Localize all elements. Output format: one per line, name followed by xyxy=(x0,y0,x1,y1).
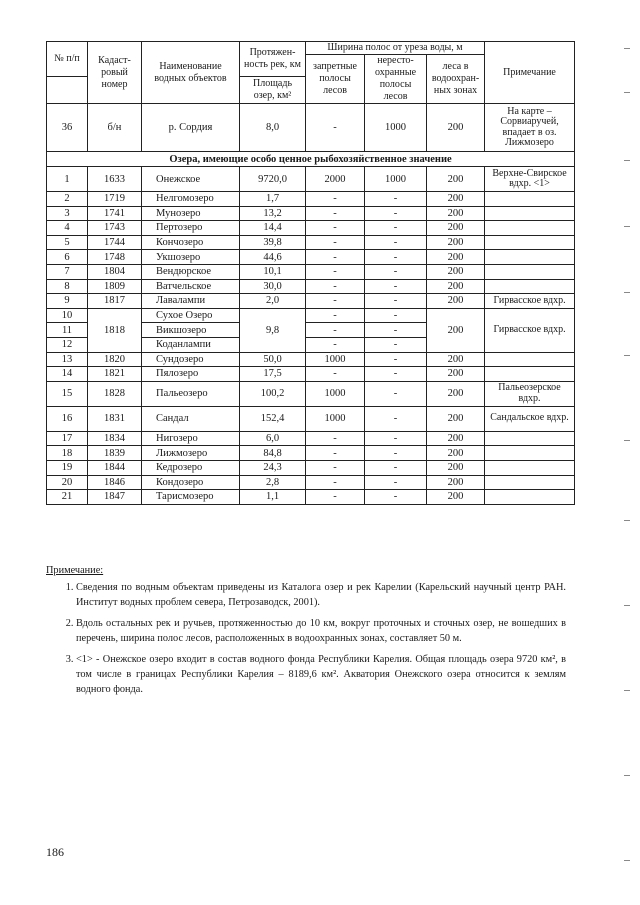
cell-cadastral: 1809 xyxy=(88,279,142,294)
cell-note xyxy=(485,235,575,250)
cell-size: 2,0 xyxy=(240,294,306,309)
cell-cadastral: 1821 xyxy=(88,367,142,382)
cell-name: Укшозеро xyxy=(142,250,240,265)
cell-spawning: - xyxy=(365,381,427,406)
cell-note xyxy=(485,192,575,207)
cell-cadastral: 1839 xyxy=(88,446,142,461)
cell-name: Тарисмозеро xyxy=(142,490,240,505)
table-row xyxy=(47,264,575,279)
cell-forbidden: - xyxy=(306,490,365,505)
cell-spawning: - xyxy=(365,490,427,505)
cell-forbidden: - xyxy=(306,367,365,382)
table-row xyxy=(47,431,575,446)
cell-num: 5 xyxy=(47,235,88,250)
cell-water-zone: 200 xyxy=(427,381,485,406)
footnotes xyxy=(46,563,566,703)
table-header xyxy=(47,42,575,104)
header-forbidden: запретные полосы лесов xyxy=(306,55,365,104)
cell-name: Сандал xyxy=(142,406,240,431)
cell-num: 9 xyxy=(47,294,88,309)
margin-mark xyxy=(624,226,630,227)
cell-num: 18 xyxy=(47,446,88,461)
footnotes-list xyxy=(46,580,566,697)
cell-forbidden: - xyxy=(306,221,365,236)
cell-note: Пальеозерское вдхр. xyxy=(485,381,575,406)
cell-note: На карте – Сорвиаручей, впадает в оз. Лижмозеро xyxy=(485,104,575,152)
cell-spawning: - xyxy=(365,352,427,367)
cell-cadastral: 1748 xyxy=(88,250,142,265)
table-row xyxy=(47,475,575,490)
cell-forbidden: 1000 xyxy=(306,406,365,431)
cell-num: 6 xyxy=(47,250,88,265)
cell-size: 30,0 xyxy=(240,279,306,294)
cell-water-zone: 200 xyxy=(427,104,485,152)
cell-forbidden: 1000 xyxy=(306,352,365,367)
cell-num: 21 xyxy=(47,490,88,505)
cell-cadastral: 1831 xyxy=(88,406,142,431)
table-row xyxy=(47,294,575,309)
header-num: № п/п xyxy=(47,42,88,77)
table-row xyxy=(47,406,575,431)
cell-num: 17 xyxy=(47,431,88,446)
cell-spawning: - xyxy=(365,323,427,338)
cell-spawning: - xyxy=(365,264,427,279)
cell-spawning: - xyxy=(365,475,427,490)
cell-size: 13,2 xyxy=(240,206,306,221)
cell-num: 14 xyxy=(47,367,88,382)
cell-water-zone: 200 xyxy=(427,446,485,461)
cell-cadastral: 1741 xyxy=(88,206,142,221)
cell-water-zone: 200 xyxy=(427,192,485,207)
cell-name: Лижмозеро xyxy=(142,446,240,461)
cell-forbidden: - xyxy=(306,279,365,294)
cell-cadastral: 1834 xyxy=(88,431,142,446)
cell-forbidden: - xyxy=(306,323,365,338)
cell-name: Пертозеро xyxy=(142,221,240,236)
cell-spawning: - xyxy=(365,294,427,309)
cell-forbidden: - xyxy=(306,235,365,250)
cell-size: 2,8 xyxy=(240,475,306,490)
cell-size: 84,8 xyxy=(240,446,306,461)
cell-num: 2 xyxy=(47,192,88,207)
cell-name: Викшозеро xyxy=(142,323,240,338)
footnote-item: 1. Сведения по водным объектам приведены из Каталога озер и рек Карелии (Карельский научный центр РАН. Институт водных проблем севера, Петрозаводск, 2001). xyxy=(76,580,566,610)
cell-name: Пальеозеро xyxy=(142,381,240,406)
cell-name: Кончозеро xyxy=(142,235,240,250)
header-width-group: Ширина полос от уреза воды, м xyxy=(306,42,485,55)
cell-forbidden: - xyxy=(306,431,365,446)
cell-cadastral: 1719 xyxy=(88,192,142,207)
table-row xyxy=(47,250,575,265)
table-row xyxy=(47,104,575,152)
cell-size: 1,1 xyxy=(240,490,306,505)
table-row xyxy=(47,279,575,294)
cell-num: 3 xyxy=(47,206,88,221)
cell-size: 44,6 xyxy=(240,250,306,265)
table-row xyxy=(47,446,575,461)
cell-cadastral: 1820 xyxy=(88,352,142,367)
cell-size: 8,0 xyxy=(240,104,306,152)
cell-spawning: - xyxy=(365,460,427,475)
table-row xyxy=(47,221,575,236)
cell-water-zone: 200 xyxy=(427,221,485,236)
margin-mark xyxy=(624,605,630,606)
cell-note xyxy=(485,490,575,505)
margin-mark xyxy=(624,520,630,521)
cell-forbidden: - xyxy=(306,206,365,221)
cell-note xyxy=(485,475,575,490)
table-row xyxy=(47,367,575,382)
cell-cadastral: 1828 xyxy=(88,381,142,406)
cell-cadastral: 1744 xyxy=(88,235,142,250)
cell-note xyxy=(485,367,575,382)
footnotes-title: Примечание: xyxy=(46,565,104,576)
margin-mark xyxy=(624,690,630,691)
cell-size: 24,3 xyxy=(240,460,306,475)
cell-size: 50,0 xyxy=(240,352,306,367)
cell-spawning: 1000 xyxy=(365,104,427,152)
cell-water-zone: 200 xyxy=(427,279,485,294)
cell-water-zone: 200 xyxy=(427,460,485,475)
margin-mark xyxy=(624,775,630,776)
section-title: Озера, имеющие особо ценное рыбохозяйственное значение xyxy=(47,152,575,167)
cell-name: Нелгомозеро xyxy=(142,192,240,207)
cell-size: 17,5 xyxy=(240,367,306,382)
cell-size: 9720,0 xyxy=(240,167,306,192)
cell-forbidden: - xyxy=(306,264,365,279)
cell-num: 16 xyxy=(47,406,88,431)
cell-size: 9,8 xyxy=(240,308,306,352)
cell-size: 1,7 xyxy=(240,192,306,207)
cell-spawning: - xyxy=(365,431,427,446)
cell-water-zone: 200 xyxy=(427,308,485,352)
cell-water-zone: 200 xyxy=(427,167,485,192)
cell-note xyxy=(485,264,575,279)
table-row xyxy=(47,460,575,475)
cell-name: Мунозеро xyxy=(142,206,240,221)
cell-note: Гирвасское вдхр. xyxy=(485,308,575,352)
cell-spawning: - xyxy=(365,337,427,352)
cell-spawning: - xyxy=(365,308,427,323)
cell-size: 39,8 xyxy=(240,235,306,250)
cell-water-zone: 200 xyxy=(427,294,485,309)
cell-forbidden: - xyxy=(306,104,365,152)
cell-spawning: - xyxy=(365,279,427,294)
cell-spawning: - xyxy=(365,406,427,431)
cell-name: Кедрозеро xyxy=(142,460,240,475)
cell-name: Сухое Озеро xyxy=(142,308,240,323)
cell-num: 10 xyxy=(47,308,88,323)
cell-name: Лавалампи xyxy=(142,294,240,309)
cell-water-zone: 200 xyxy=(427,490,485,505)
margin-mark xyxy=(624,92,630,93)
cell-forbidden: 1000 xyxy=(306,381,365,406)
cell-forbidden: - xyxy=(306,446,365,461)
cell-note: Верхне-Свирское вдхр. <1> xyxy=(485,167,575,192)
cell-size: 100,2 xyxy=(240,381,306,406)
cell-forbidden: - xyxy=(306,460,365,475)
cell-note xyxy=(485,221,575,236)
header-length: Протяжен-ность рек, км xyxy=(240,42,306,77)
cell-spawning: - xyxy=(365,367,427,382)
cell-water-zone: 200 xyxy=(427,250,485,265)
cell-water-zone: 200 xyxy=(427,352,485,367)
table-row xyxy=(47,352,575,367)
header-spawning: нересто-охранные полосы лесов xyxy=(365,55,427,104)
cell-cadastral: 1847 xyxy=(88,490,142,505)
page-number: 186 xyxy=(46,845,64,859)
footnote-item: 2. Вдоль остальных рек и ручьев, протяженностью до 10 км, вокруг проточных и сточных озер, не вошедших в перечень, ширина полос лесов, расположенных в водоохранных зонах, составляет 50 м. xyxy=(76,616,566,646)
cell-spawning: - xyxy=(365,446,427,461)
cell-cadastral: 1844 xyxy=(88,460,142,475)
cell-cadastral: 1743 xyxy=(88,221,142,236)
cell-water-zone: 200 xyxy=(427,235,485,250)
cell-water-zone: 200 xyxy=(427,206,485,221)
cell-name: Сундозеро xyxy=(142,352,240,367)
cell-note xyxy=(485,446,575,461)
table-row xyxy=(47,206,575,221)
cell-cadastral: 1818 xyxy=(88,308,142,352)
table-row xyxy=(47,235,575,250)
cell-num: 15 xyxy=(47,381,88,406)
cell-cadastral: 1633 xyxy=(88,167,142,192)
margin-mark xyxy=(624,440,630,441)
water-bodies-table xyxy=(46,41,575,505)
cell-forbidden: - xyxy=(306,192,365,207)
cell-water-zone: 200 xyxy=(427,264,485,279)
cell-note xyxy=(485,352,575,367)
cell-spawning: 1000 xyxy=(365,167,427,192)
cell-name: р. Сордия xyxy=(142,104,240,152)
cell-water-zone: 200 xyxy=(427,367,485,382)
cell-size: 6,0 xyxy=(240,431,306,446)
cell-note xyxy=(485,250,575,265)
cell-name: Онежское xyxy=(142,167,240,192)
table-row xyxy=(47,308,575,323)
cell-note xyxy=(485,431,575,446)
cell-num: 11 xyxy=(47,323,88,338)
cell-note xyxy=(485,206,575,221)
table-row xyxy=(47,490,575,505)
cell-num: 13 xyxy=(47,352,88,367)
table-row xyxy=(47,192,575,207)
cell-name: Ватчельское xyxy=(142,279,240,294)
cell-size: 10,1 xyxy=(240,264,306,279)
cell-name: Нигозеро xyxy=(142,431,240,446)
cell-name: Кондозеро xyxy=(142,475,240,490)
cell-cadastral: 1817 xyxy=(88,294,142,309)
cell-cadastral: 1804 xyxy=(88,264,142,279)
cell-note xyxy=(485,279,575,294)
cell-forbidden: - xyxy=(306,308,365,323)
cell-num: 19 xyxy=(47,460,88,475)
cell-cadastral: б/н xyxy=(88,104,142,152)
cell-forbidden: - xyxy=(306,250,365,265)
table-row xyxy=(47,167,575,192)
cell-note xyxy=(485,460,575,475)
cell-num: 7 xyxy=(47,264,88,279)
cell-name: Пялозеро xyxy=(142,367,240,382)
cell-forbidden: - xyxy=(306,475,365,490)
cell-forbidden: 2000 xyxy=(306,167,365,192)
header-num-extra xyxy=(47,77,88,104)
cell-water-zone: 200 xyxy=(427,406,485,431)
cell-forbidden: - xyxy=(306,337,365,352)
cell-num: 1 xyxy=(47,167,88,192)
cell-spawning: - xyxy=(365,192,427,207)
cell-spawning: - xyxy=(365,235,427,250)
header-note: Примечание xyxy=(485,42,575,104)
table-row xyxy=(47,381,575,406)
header-name: Наименование водных объектов xyxy=(142,42,240,104)
cell-size: 152,4 xyxy=(240,406,306,431)
cell-spawning: - xyxy=(365,250,427,265)
cell-num: 8 xyxy=(47,279,88,294)
water-bodies-table-container xyxy=(46,41,574,505)
cell-note: Сандальское вдхр. xyxy=(485,406,575,431)
margin-mark xyxy=(624,860,630,861)
cell-forbidden: - xyxy=(306,294,365,309)
cell-num: 4 xyxy=(47,221,88,236)
cell-num: 36 xyxy=(47,104,88,152)
cell-spawning: - xyxy=(365,221,427,236)
header-water-zone: леса в водоохран-ных зонах xyxy=(427,55,485,104)
header-cadastral: Кадаст-ровый номер xyxy=(88,42,142,104)
cell-water-zone: 200 xyxy=(427,475,485,490)
cell-name: Коданлампи xyxy=(142,337,240,352)
cell-num: 12 xyxy=(47,337,88,352)
margin-mark xyxy=(624,292,630,293)
margin-mark xyxy=(624,48,630,49)
cell-size: 14,4 xyxy=(240,221,306,236)
footnote-item: 3. <1> - Онежское озеро входит в состав водного фонда Республики Карелия. Общая площадь озера 9720 км², в том числе в границах Республики Карелия – 8189,6 км². Акватория Онежского озера относится к землям водного фонда. xyxy=(76,652,566,697)
margin-mark xyxy=(624,160,630,161)
margin-mark xyxy=(624,355,630,356)
cell-note: Гирвасское вдхр. xyxy=(485,294,575,309)
cell-water-zone: 200 xyxy=(427,431,485,446)
cell-cadastral: 1846 xyxy=(88,475,142,490)
cell-spawning: - xyxy=(365,206,427,221)
header-area: Площадь озер, км² xyxy=(240,77,306,104)
cell-num: 20 xyxy=(47,475,88,490)
cell-name: Вендюрское xyxy=(142,264,240,279)
